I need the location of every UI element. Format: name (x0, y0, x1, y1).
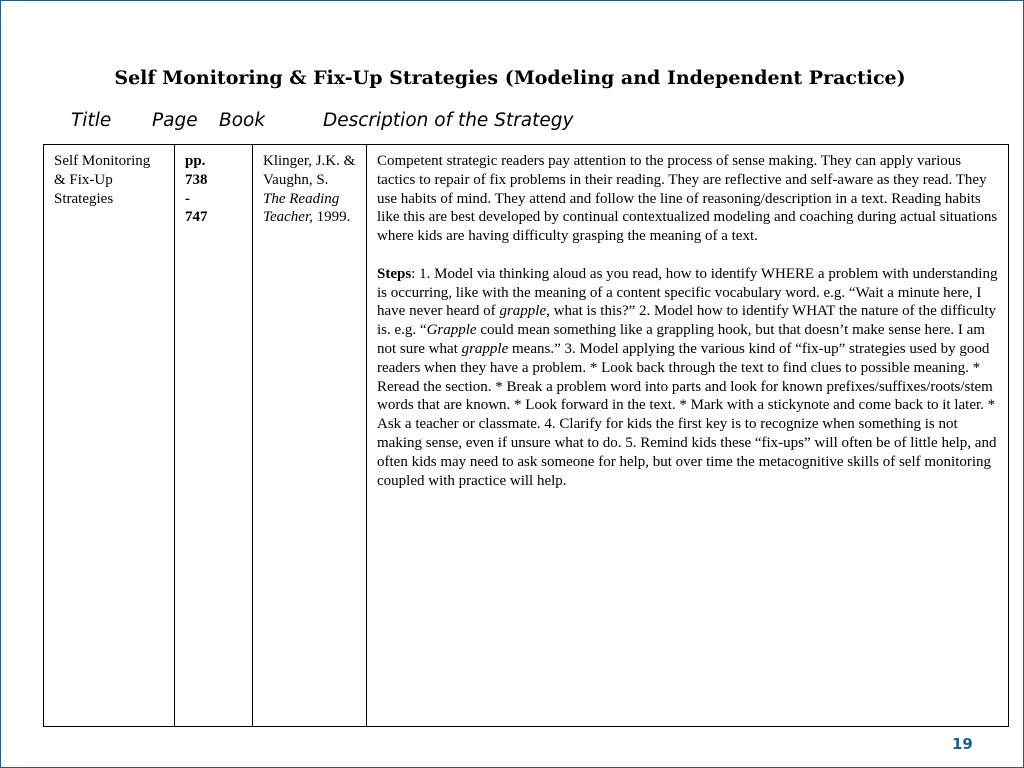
page-end: 747 (185, 209, 208, 226)
cell-book (253, 145, 367, 727)
header-description: Description of the Strategy (323, 110, 574, 131)
book-journal: The Reading Teacher, (263, 190, 340, 226)
table-row (44, 145, 1009, 727)
header-book: Book (219, 110, 266, 131)
strategy-table (43, 144, 1009, 727)
steps-label: Steps (377, 265, 412, 282)
cell-description (367, 145, 1009, 727)
header-page: Page (152, 110, 198, 131)
steps-text-4: means.” 3. Model applying the various kind of “fix-up” strategies used by good readers when they have a problem. * Look back through the text to find clues to possible meaning. * Reread the section. * Break a problem word into parts and look for known prefixes/suffixes/roots/stem words that are known. * Look forward in the text. * Mark with a stickynote and come back to it later. * Ask a teacher or classmate. 4. Clarify for kids the first key is to recognize when something is not making sense, even if unsure what to do. 5. Remind kids these “fix-ups” will often be of little help, and often kids may need to ask someone for help, but over time the metacognitive skills of self monitoring coupled with practice will help. (377, 340, 997, 489)
header-title: Title (71, 110, 112, 131)
page-prefix: pp. (185, 153, 206, 169)
slide-title: Self Monitoring & Fix-Up Strategies (Modeling and Independent Practice) (114, 67, 906, 89)
steps-text-1: : 1. Model via thinking aloud as you read, how to identify WHERE a problem with understanding is occurring, like with the meaning of a content specific vocabulary word. e.g. “Wait a minute here, I have never heard of (377, 265, 998, 320)
book-year: 1999. (316, 209, 351, 226)
steps-word-3: grapple (461, 340, 509, 357)
column-headers (1, 110, 1024, 136)
page-number: 19 (952, 735, 973, 753)
steps-text-2: , what is this?” 2. Model how to identify WHAT the nature of the difficulty is. e.g. “ (377, 303, 997, 339)
cell-page (175, 145, 253, 727)
steps-text-3: could mean something like a grappling hook, but that doesn’t make sense here. I am not sure what (377, 322, 985, 357)
description-paragraph: Competent strategic readers pay attention to the process of sense making. They can apply various tactics to repair of fix problems in their reading. They are reflective and self-aware as they read. They use habits of mind. They attend and follow the line of reasoning/description in a text. Reading habits like this are best developed by continual contextualized modeling and coaching during actual situations where kids are having difficulty grasping the meaning of a text. (377, 153, 998, 245)
page-start: 738 (185, 171, 208, 188)
steps-word-1: grapple (499, 303, 547, 320)
cell-title: Self Monitoring & Fix-Up Strategies (44, 145, 175, 727)
page-dash: - (185, 190, 190, 207)
book-authors: Klinger, J.K. & Vaughn, S. (263, 153, 356, 188)
steps-word-2: Grapple (426, 322, 477, 339)
steps-paragraph (377, 265, 999, 491)
